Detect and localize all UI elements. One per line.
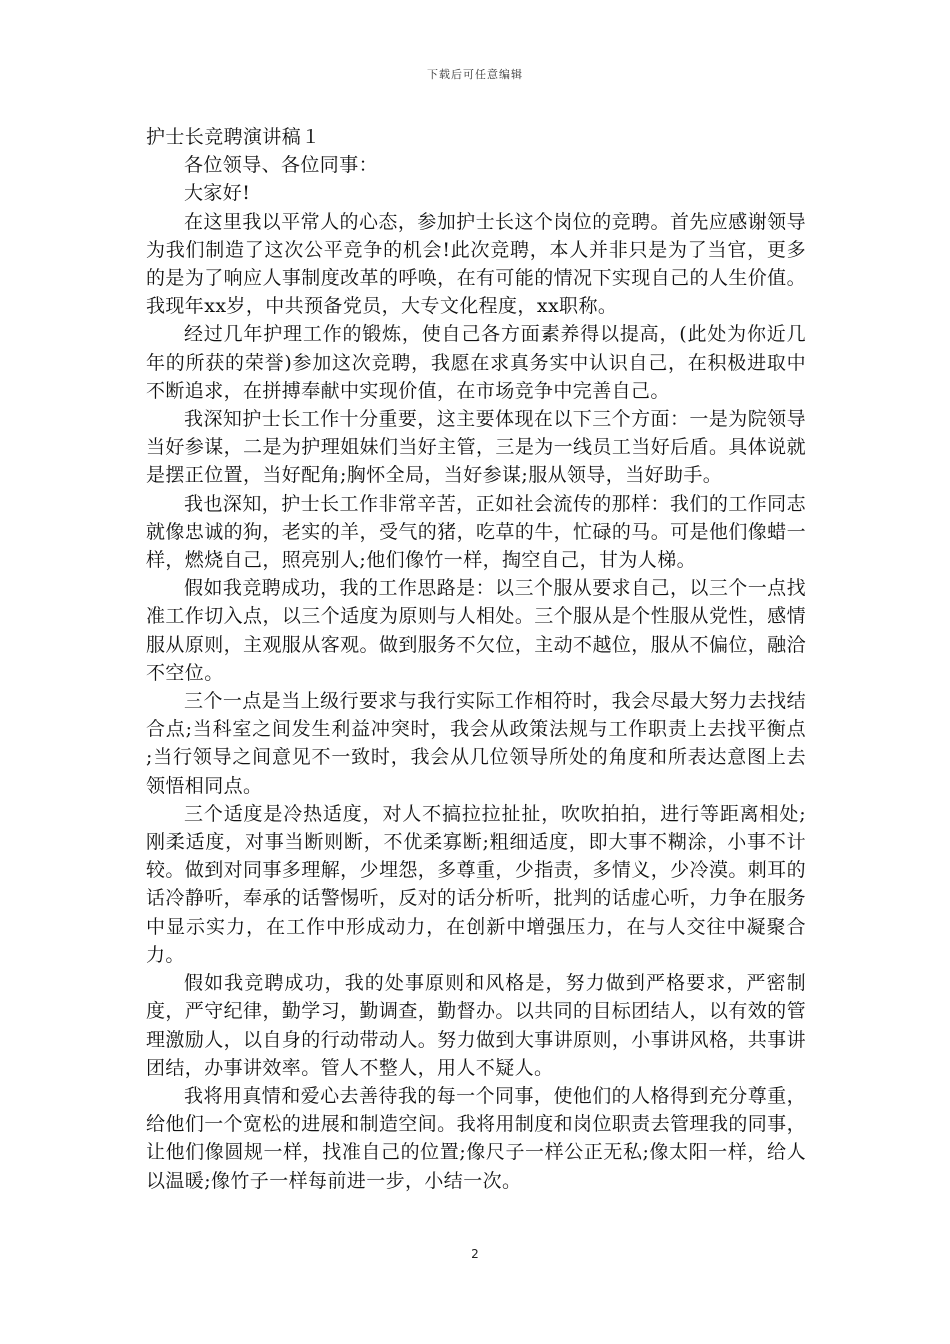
paragraph: 我深知护士长工作十分重要，这主要体现在以下三个方面：一是为院领导当好参谋，二是为护理姐妹们当好主管，三是为一线员工当好后盾。具体说就是摆正位置，当好配角;胸怀全局，当好参谋;服从领导，当好助手。 xyxy=(146,408,806,487)
document-title: 护士长竞聘演讲稿１ xyxy=(146,126,321,148)
paragraph: 假如我竞聘成功，我的工作思路是：以三个服从要求自己，以三个一点找准工作切入点，以三个适度为原则与人相处。三个服从是个性服从党性，感情服从原则，主观服从客观。做到服务不欠位，主动不越位，服从不偏位，融洽不空位。 xyxy=(146,577,806,684)
paragraph: 假如我竞聘成功，我的处事原则和风格是，努力做到严格要求，严密制度，严守纪律，勤学习，勤调查，勤督办。以共同的目标团结人，以有效的管理激励人，以自身的行动带动人。努力做到大事讲原则，小事讲风格，共事讲团结，办事讲效率。管人不整人，用人不疑人。 xyxy=(146,972,806,1079)
paragraph-hello: 大家好! xyxy=(184,182,251,205)
document-body xyxy=(146,123,806,1195)
paragraph: 三个一点是当上级行要求与我行实际工作相符时，我会尽最大努力去找结合点;当科室之间发生利益冲突时，我会从政策法规与工作职责上去找平衡点 ;当行领导之间意见不一致时，我会从几位领导所处的角度和所表达意图上去领悟相同点。 xyxy=(146,690,806,797)
paragraph: 我将用真情和爱心去善待我的每一个同事，使他们的人格得到充分尊重，给他们一个宽松的进展和制造空间。我将用制度和岗位职责去管理我的同事，让他们像圆规一样，找准自己的位置;像尺子一样公正无私;像太阳一样，给人以温暖;像竹子一样每前进一步，小结一次。 xyxy=(146,1084,806,1192)
paragraph: 经过几年护理工作的锻炼，使自己各方面素养得以提高，(此处为你近几年的所获的荣誉)参加这次竞聘，我愿在求真务实中认识自己，在积极进取中不断追求，在拼搏奉献中实现价值，在市场竞争中完善自己。 xyxy=(146,323,806,402)
paragraph: 我也深知，护士长工作非常辛苦，正如社会流传的那样：我们的工作同志就像忠诚的狗，老实的羊，受气的猪，吃草的牛，忙碌的马。可是他们像蜡一样，燃烧自己，照亮别人;他们像竹一样，掏空自己，甘为人梯。 xyxy=(146,492,806,572)
paragraph-greeting: 各位领导、各位同事： xyxy=(184,154,379,177)
header-note: 下载后可任意编辑 xyxy=(427,68,523,81)
paragraph: 在这里我以平常人的心态，参加护士长这个岗位的竞聘。首先应感谢领导为我们制造了这次公平竞争的机会!此次竞聘，本人并非只是为了当官，更多的是为了响应人事制度改革的呼唤，在有可能的情况下实现自己的人生价值。我现年xx岁，中共预备党员，大专文化程度，xx职称。 xyxy=(146,210,806,318)
paragraph: 三个适度是冷热适度，对人不搞拉拉扯扯，吹吹拍拍，进行等距离相处;刚柔适度，对事当断则断，不优柔寡断;粗细适度，即大事不糊涂，小事不计较。做到对同事多理解，少埋怨，多尊重，少指责，多情义，少冷漠。刺耳的话冷静听，奉承的话警惕听，反对的话分析听，批判的话虚心听，力争在服务中显示实力，在工作中形成动力，在创新中增强压力，在与人交往中凝聚合力。 xyxy=(146,802,806,966)
page-number: 2 xyxy=(471,1247,479,1261)
